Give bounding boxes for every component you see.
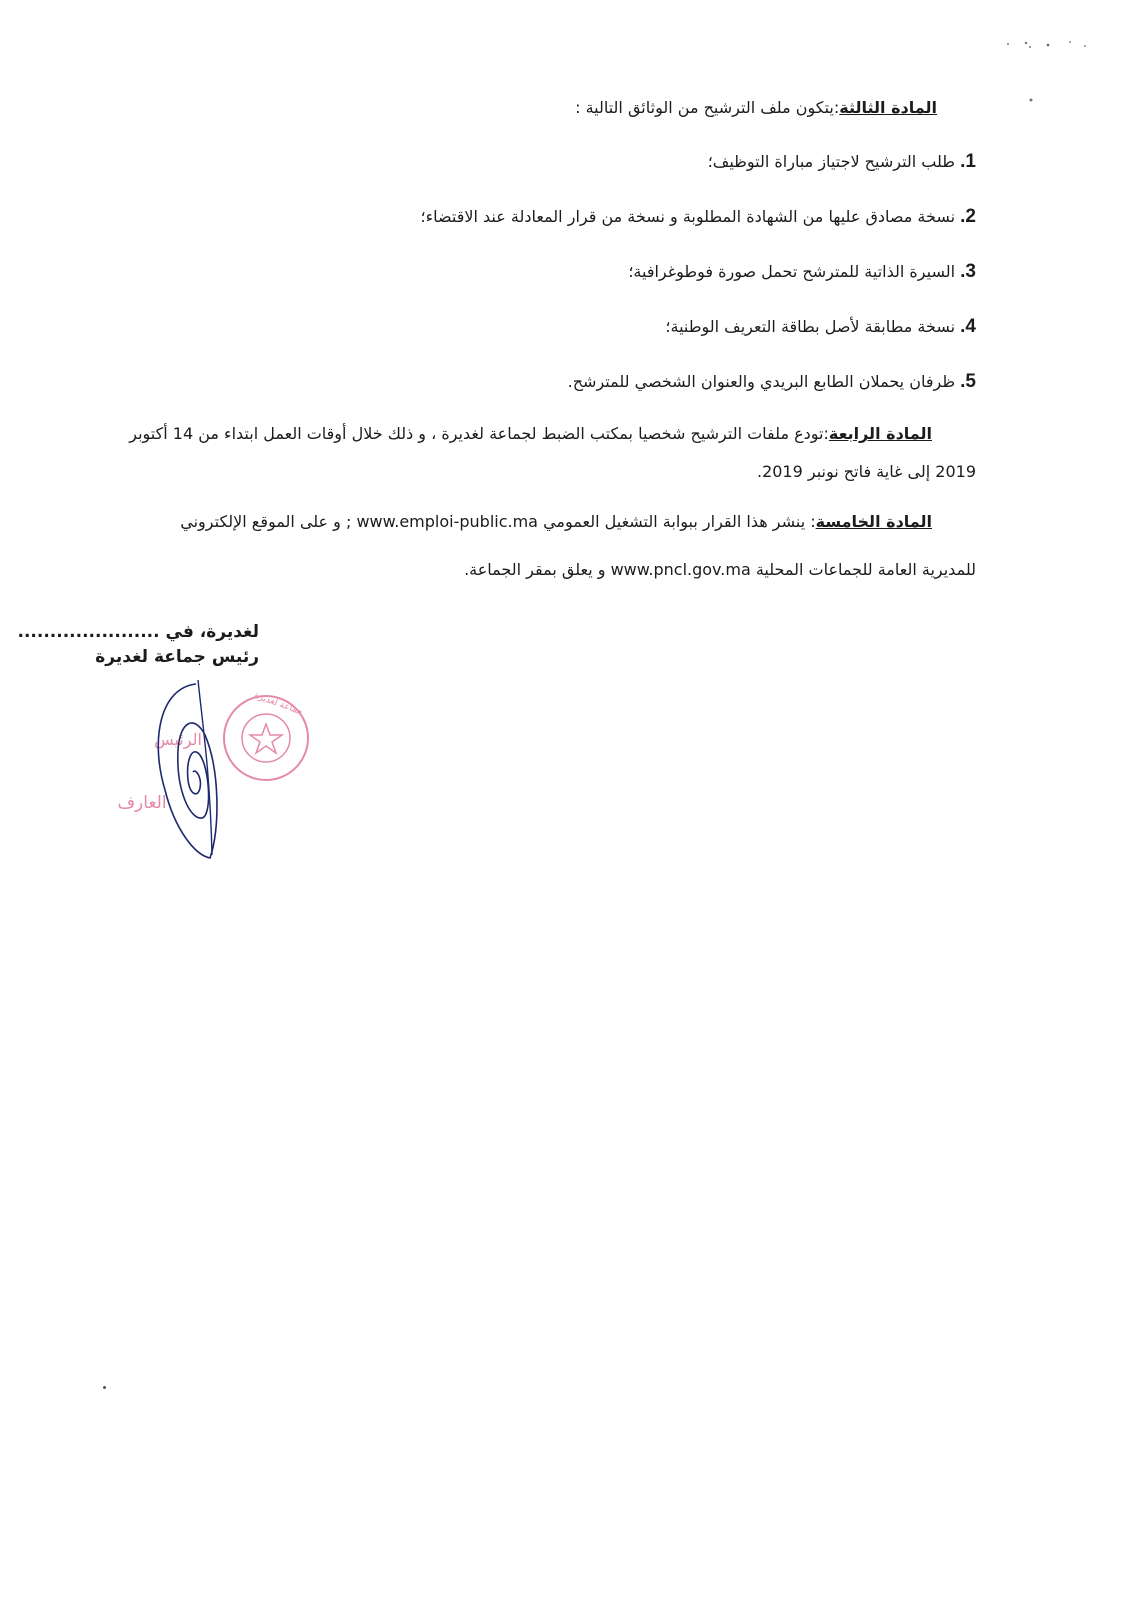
- list-item: [628, 262, 976, 282]
- item-text: السيرة الذاتية للمترشح تحمل صورة فوطوغرافية؛: [628, 262, 956, 281]
- item-number: 1.: [960, 151, 976, 172]
- list-item: [708, 152, 976, 172]
- official-stamp-signature: [70, 680, 320, 870]
- scan-noise: [1000, 30, 1110, 110]
- item-text: نسخة مصادق عليها من الشهادة المطلوبة و نسخة من قرار المعادلة عند الاقتضاء؛: [420, 207, 956, 226]
- article5-text2: للمديرية العامة للجماعات المحلية www.pncl.gov.ma و يعلق بمقر الجماعة.: [464, 560, 976, 579]
- stamp-bottom-text: العارف: [117, 793, 167, 813]
- article5-heading: المادة الخامسة: [815, 512, 932, 531]
- seal-inner-ring: [242, 714, 290, 762]
- place-date: لغديرة، في ......................: [17, 622, 259, 642]
- article3-heading: المادة الثالثة: [839, 98, 937, 117]
- article5-text1: : ينشر هذا القرار ببوابة التشغيل العمومي www.emploi-public.ma ; و على الموقع الإلكتروني: [180, 512, 816, 531]
- article4-text1: :تودع ملفات الترشيح شخصيا بمكتب الضبط لجماعة لغديرة ، و ذلك خلال أوقات العمل ابتداء من 14 أكتوبر: [129, 424, 829, 443]
- article4-heading: المادة الرابعة: [828, 424, 932, 443]
- item-number: 4.: [960, 316, 976, 337]
- item-number: 3.: [960, 261, 976, 282]
- item-text: ظرفان يحملان الطابع البريدي والعنوان الشخصي للمترشح.: [567, 372, 956, 391]
- article4-text2: 2019 إلى غاية فاتح نونبر 2019.: [756, 462, 976, 481]
- article4-line1: [129, 424, 932, 444]
- list-item: [421, 207, 976, 227]
- item-number: 2.: [960, 206, 976, 227]
- seal-text: جماعة لغديرة: [252, 690, 304, 718]
- stamp-top-text: الرئيس: [154, 730, 202, 749]
- article3-title-line: [575, 98, 937, 118]
- item-text: نسخة مطابقة لأصل بطاقة التعريف الوطنية؛: [665, 317, 956, 336]
- item-text: طلب الترشيح لاجتياز مباراة التوظيف؛: [707, 152, 956, 171]
- article4-line2: [757, 462, 976, 482]
- article5-line2: [464, 560, 976, 580]
- list-item: [665, 317, 976, 337]
- item-number: 5.: [960, 371, 976, 392]
- article5-line1: [180, 512, 932, 532]
- scan-dot: [103, 1386, 106, 1389]
- article3-intro: :يتكون ملف الترشيح من الوثائق التالية :: [575, 98, 840, 117]
- signatory-title: رئيس جماعة لغديرة: [95, 647, 259, 667]
- star-icon: [250, 724, 282, 753]
- list-item: [568, 372, 976, 392]
